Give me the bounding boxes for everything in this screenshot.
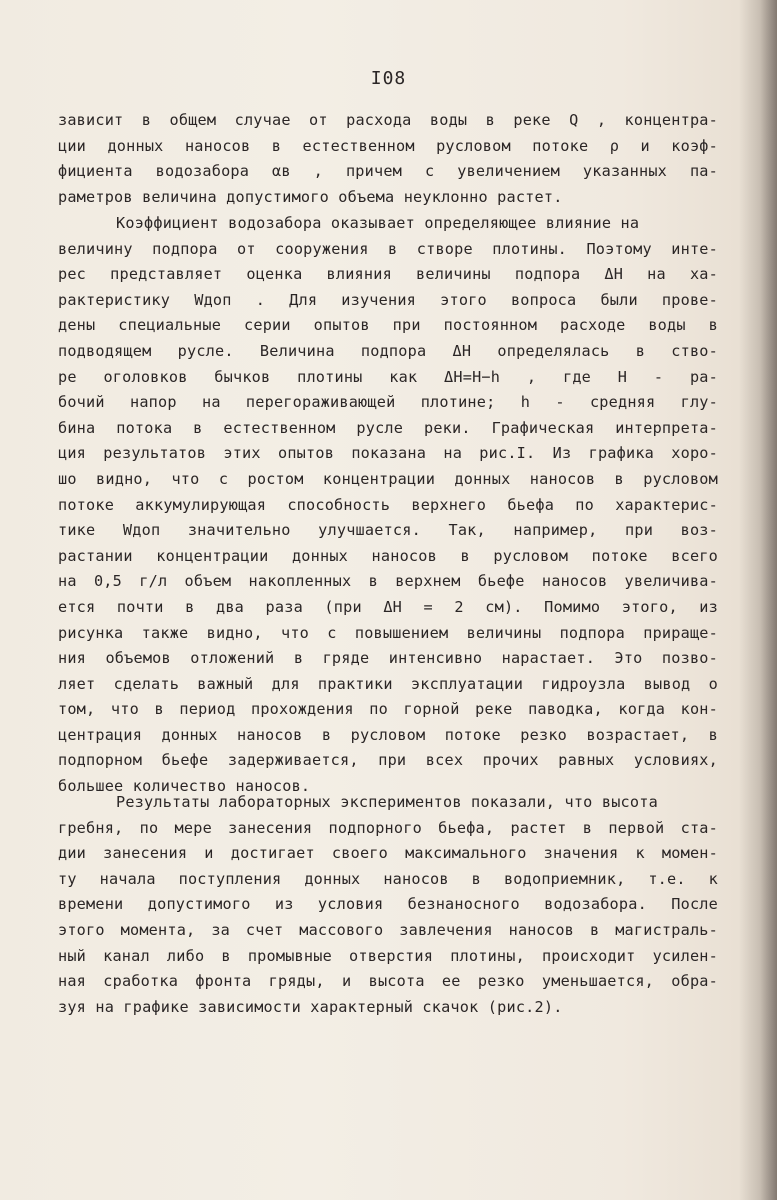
text-line: подводящем русле. Величина подпора ΔH определялась в ство- (58, 341, 718, 360)
text-line: ция результатов этих опытов показана на рис.I. Из графика хоро- (58, 444, 718, 463)
text-line: ется почти в два раза (при ΔH = 2 см). Помимо этого, из (58, 597, 718, 616)
text-line: том, что в период прохождения по горной реке паводка, когда кон- (58, 700, 718, 719)
paragraph-3 (58, 790, 718, 1020)
text-line: подпорном бьефе задерживается, при всех прочих равных условиях, (58, 751, 718, 770)
text-line: ции донных наносов в естественном русловом потоке ρ и коэф- (58, 136, 718, 155)
text-line: этого момента, за счет массового завлечения наносов в магистраль- (58, 920, 718, 939)
page-edge-shadow (739, 0, 777, 1200)
text-line: фициента водозабора αв , причем с увеличением указанных па- (58, 162, 718, 181)
text-line: раметров величина допустимого объема неуклонно растет. (58, 187, 563, 206)
text-line: ре оголовков бычков плотины как ΔH=H−h , где H - ра- (58, 367, 718, 386)
text-line: на 0,5 г/л объем накопленных в верхнем бьефе наносов увеличива- (58, 572, 718, 591)
text-line: тике Wдоп значительно улучшается. Так, например, при воз- (58, 521, 718, 540)
text-line: центрация донных наносов в русловом потоке резко возрастает, в (58, 725, 718, 744)
paragraph-2 (58, 211, 718, 800)
text-line: ляет сделать важный для практики эксплуатации гидроузла вывод о (58, 674, 718, 693)
text-line: времени допустимого из условия безнаносного водозабора. После (58, 895, 718, 914)
text-line: большее количество наносов. (58, 777, 311, 796)
text-line: зависит в общем случае от расхода воды в реке Q , концентра- (58, 111, 718, 129)
text-line: рактеристику Wдоп . Для изучения этого вопроса были прове- (58, 290, 718, 309)
text-line: рес представляет оценка влияния величины подпора ΔH на ха- (58, 265, 718, 284)
text-line: шо видно, что с ростом концентрации донных наносов в русловом (58, 469, 718, 488)
text-line: Результаты лабораторных экспериментов показали, что высота (116, 793, 658, 811)
page-number: I08 (370, 68, 407, 89)
text-line: потоке аккумулирующая способность верхнего бьефа по характерис- (58, 495, 718, 514)
text-line: растании концентрации донных наносов в русловом потоке всего (58, 546, 718, 565)
text-line: ный канал либо в промывные отверстия плотины, происходит усилен- (58, 946, 718, 965)
text-line: бочий напор на перегораживающей плотине; h - средняя глу- (58, 393, 718, 412)
text-line: рисунка также видно, что с повышением величины подпора прираще- (58, 623, 718, 642)
text-line: величину подпора от сооружения в створе плотины. Поэтому инте- (58, 239, 718, 258)
text-line: гребня, по мере занесения подпорного бьефа, растет в первой ста- (58, 818, 718, 837)
text-line: зуя на графике зависимости характерный скачок (рис.2). (58, 997, 563, 1016)
text-line: Коэффициент водозабора оказывает определяющее влияние на (116, 214, 640, 232)
text-line: дии занесения и достигает своего максимального значения к момен- (58, 844, 718, 863)
text-line: ния объемов отложений в гряде интенсивно нарастает. Это позво- (58, 649, 718, 668)
text-line: бина потока в естественном русле реки. Графическая интерпрета- (58, 418, 718, 437)
text-line: дены специальные серии опытов при постоянном расходе воды в (58, 316, 718, 335)
text-line: ная сработка фронта гряды, и высота ее резко уменьшается, обра- (58, 972, 718, 991)
text-line: ту начала поступления донных наносов в водоприемник, т.е. к (58, 869, 718, 888)
paragraph-1 (58, 108, 718, 210)
